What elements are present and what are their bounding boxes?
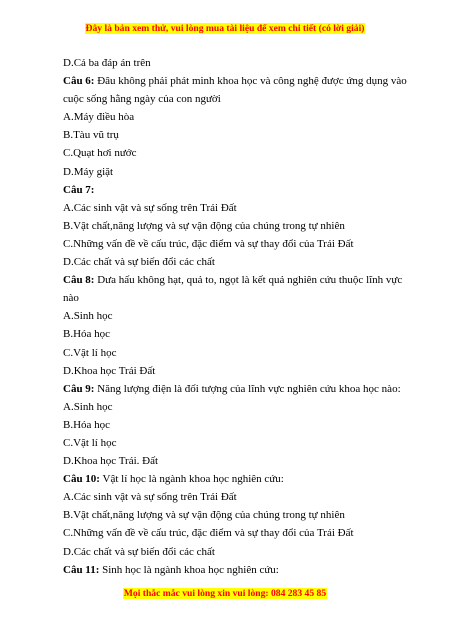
line-text: D.Máy giặt [63, 165, 114, 178]
answer-line [63, 362, 413, 380]
line-text: cuộc sống hằng ngày của con người [63, 93, 221, 106]
line-text: D.Các chất và sự biến đổi các chất [63, 256, 215, 269]
answer-line [63, 506, 413, 524]
answer-line [63, 307, 413, 325]
answer-line [63, 344, 413, 362]
question-number: Câu 7: [63, 183, 95, 196]
question-line [63, 271, 413, 289]
answer-line [63, 199, 413, 217]
question-line [63, 181, 413, 199]
line-text: A.Sinh học [63, 310, 113, 323]
contact-notice-banner [0, 588, 450, 600]
line-text: B.Hóa học [63, 328, 111, 341]
preview-notice-text: Đây là bản xem thử, vui lòng mua tài liệu để xem chi tiết (có lời giải) [85, 23, 365, 34]
line-text: C.Những vấn đề về cấu trúc, đặc điểm và sự thay đổi của Trái Đất [63, 527, 354, 540]
answer-line [63, 253, 413, 271]
contact-notice-text: Mọi thắc mắc vui lòng xin vui lòng: 084 283 45 85 [123, 588, 327, 599]
answer-line [63, 126, 413, 144]
line-text: D.Khoa học Trái. Đất [63, 455, 159, 468]
question-number: Câu 10: [63, 473, 100, 486]
question-number: Câu 11: [63, 563, 100, 576]
answer-line [63, 524, 413, 542]
answer-line [63, 90, 413, 108]
line-text: C.Vật lí học [63, 346, 117, 359]
line-text: nào [63, 292, 79, 305]
answer-line [63, 543, 413, 561]
line-text: B.Vật chất,năng lượng và sự vận động của chúng trong tự nhiên [63, 509, 345, 522]
answer-line [63, 235, 413, 253]
question-line [63, 561, 413, 579]
answer-line [63, 434, 413, 452]
answer-line [63, 54, 413, 72]
document-body [63, 54, 413, 579]
answer-line [63, 289, 413, 307]
line-text: A.Máy điều hòa [63, 111, 135, 124]
question-line [63, 72, 413, 90]
answer-line [63, 217, 413, 235]
answer-line [63, 325, 413, 343]
line-text: Sinh học là ngành khoa học nghiên cứu: [99, 563, 279, 576]
answer-line [63, 452, 413, 470]
line-text: C.Quạt hơi nước [63, 147, 137, 160]
line-text: A.Các sinh vật và sự sống trên Trái Đất [63, 201, 237, 214]
line-text: B.Vật chất,năng lượng và sự vận động của chúng trong tự nhiên [63, 219, 345, 232]
question-number: Câu 8: [63, 274, 95, 287]
line-text: Dưa hấu không hạt, quả to, ngọt là kết quả nghiên cứu thuộc lĩnh vực [94, 274, 403, 287]
preview-notice-banner [0, 23, 450, 35]
line-text: Đâu không phải phát minh khoa học và công nghệ được ứng dụng vào [94, 75, 407, 88]
question-line [63, 380, 413, 398]
answer-line [63, 108, 413, 126]
answer-line [63, 488, 413, 506]
line-text: A.Các sinh vật và sự sống trên Trái Đất [63, 491, 237, 504]
line-text: B.Hóa học [63, 418, 111, 431]
answer-line [63, 398, 413, 416]
answer-line [63, 416, 413, 434]
answer-line [63, 144, 413, 162]
line-text: D.Các chất và sự biến đổi các chất [63, 545, 215, 558]
line-text: C.Vật lí học [63, 436, 117, 449]
line-text: B.Tàu vũ trụ [63, 129, 119, 142]
line-text: Năng lượng điện là đối tượng của lĩnh vực nghiên cứu khoa học nào: [94, 382, 401, 395]
question-line [63, 470, 413, 488]
line-text: D.Khoa học Trái Đất [63, 364, 156, 377]
line-text: C.Những vấn đề về cấu trúc, đặc điểm và sự thay đổi của Trái Đất [63, 237, 354, 250]
question-number: Câu 6: [63, 75, 95, 88]
line-text: D.Cả ba đáp án trên [63, 57, 151, 69]
answer-line [63, 163, 413, 181]
question-number: Câu 9: [63, 382, 95, 395]
line-text: A.Sinh học [63, 400, 113, 413]
line-text: Vật lí học là ngành khoa học nghiên cứu: [99, 473, 284, 486]
